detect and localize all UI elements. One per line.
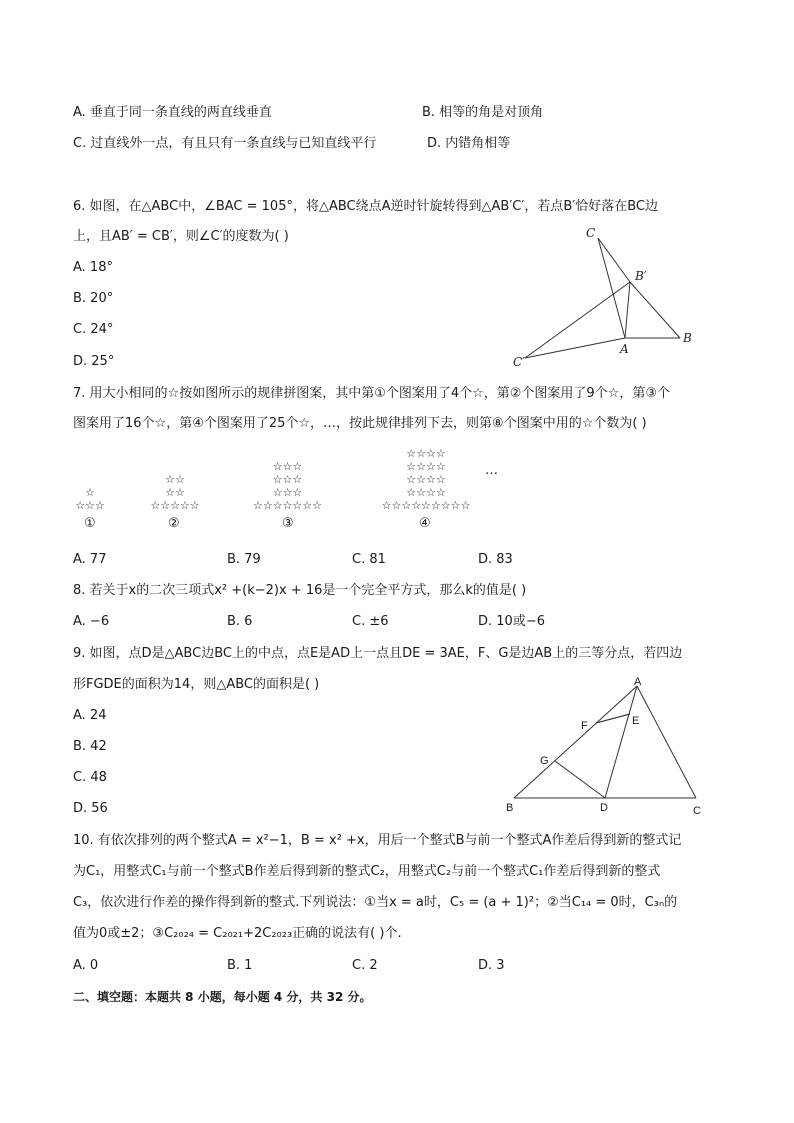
q6-option-d: D. 25°: [73, 354, 115, 369]
q10-option-c: C. 2: [352, 958, 378, 973]
q9-label-d: D: [600, 802, 608, 814]
q8-option-d: D. 10或−6: [478, 614, 545, 629]
q9-stem-line1: 9. 如图，点D是△ABC边BC上的中点，点E是AD上一点且DE = 3AE，F、G是边AB上的三等分点，若四边: [73, 646, 683, 661]
q9-label-c: C: [693, 805, 701, 817]
q6-triangle-figure: [505, 222, 705, 372]
q9-option-b: B. 42: [73, 739, 107, 754]
q8-option-c: C. ±6: [352, 614, 389, 629]
section-2-heading: 二、填空题：本题共 8 小题，每小题 4 分，共 32 分。: [73, 990, 372, 1004]
q6-option-a: A. 18°: [73, 260, 113, 275]
q9-option-a: A. 24: [73, 708, 107, 723]
q6-stem-line2: 上，且AB′ = CB′，则∠C′的度数为( ): [73, 229, 289, 244]
q7-option-b: B. 79: [227, 552, 261, 567]
q9-triangle-figure: [500, 676, 710, 821]
q10-option-b: B. 1: [227, 958, 253, 973]
star-pattern-3: ☆☆☆ ☆☆☆ ☆☆☆ ☆☆☆☆☆☆☆: [252, 460, 323, 512]
q9-option-c: C. 48: [73, 770, 107, 785]
q10-option-a: A. 0: [73, 958, 99, 973]
q5-option-c: C. 过直线外一点，有且只有一条直线与已知直线平行: [73, 136, 377, 151]
star-ellipsis: …: [485, 463, 498, 478]
q6-option-c: C. 24°: [73, 322, 114, 337]
q6-option-b: B. 20°: [73, 291, 114, 306]
q9-option-d: D. 56: [73, 801, 108, 816]
q10-option-d: D. 3: [478, 958, 505, 973]
star-pattern-1: ☆ ☆☆☆: [75, 486, 105, 512]
q10-stem-line4: 值为0或±2；③C₂₀₂₄ = C₂₀₂₁+2C₂₀₂₃正确的说法有( )个.: [73, 926, 402, 941]
q8-option-b: B. 6: [227, 614, 253, 629]
q5-option-a: A. 垂直于同一条直线的两直线垂直: [73, 105, 272, 120]
q7-stem-line2: 图案用了16个☆，第④个图案用了25个☆，…，按此规律排列下去，则第⑧个图案中用的☆个数为( ): [73, 416, 647, 431]
star-pattern-2: ☆☆ ☆☆ ☆☆☆☆☆: [150, 473, 200, 512]
q6-label-b-prime: B′: [635, 269, 647, 283]
q10-stem-line2: 为C₁，用整式C₁与前一个整式B作差后得到新的整式C₂，用整式C₂与前一个整式C₁作差后得到新的整式: [73, 864, 661, 879]
pattern-label-4: ④: [419, 516, 431, 531]
q9-stem-line2: 形FGDE的面积为14，则△ABC的面积是( ): [73, 677, 320, 692]
q8-stem: 8. 若关于x的二次三项式x² +(k−2)x + 16是一个完全平方式，那么k的值是( ): [73, 583, 527, 598]
q9-label-g: G: [540, 755, 549, 767]
q10-stem-line3: C₃，依次进行作差的操作得到新的整式.下列说法：①当x = a时，C₅ = (a + 1)²；②当C₁₄ = 0时，C₃ₙ的: [73, 895, 678, 910]
q8-option-a: A. −6: [73, 614, 110, 629]
q9-label-f: F: [581, 720, 588, 732]
q6-label-c: C: [586, 226, 596, 240]
q9-label-a: A: [634, 676, 642, 688]
q6-label-c-prime: C′: [513, 355, 525, 369]
q5-option-d: D. 内错角相等: [427, 136, 511, 151]
q6-label-a: A: [620, 342, 629, 356]
pattern-label-2: ②: [168, 516, 180, 531]
star-pattern-4: ☆☆☆☆ ☆☆☆☆ ☆☆☆☆ ☆☆☆☆ ☆☆☆☆☆☆☆☆☆: [381, 447, 471, 512]
pattern-label-1: ①: [84, 516, 96, 531]
q7-option-a: A. 77: [73, 552, 107, 567]
pattern-label-3: ③: [282, 516, 294, 531]
q5-option-b: B. 相等的角是对顶角: [422, 105, 544, 120]
q7-option-d: D. 83: [478, 552, 513, 567]
q9-label-e: E: [632, 715, 640, 727]
q9-label-b: B: [506, 802, 514, 814]
q6-stem-line1: 6. 如图，在△ABC中，∠BAC = 105°，将△ABC绕点A逆时针旋转得到△AB′C′，若点B′恰好落在BC边: [73, 199, 658, 214]
q6-label-b: B: [683, 331, 692, 345]
q7-stem-line1: 7. 用大小相同的☆按如图所示的规律拼图案，其中第①个图案用了4个☆，第②个图案用了9个☆，第③个: [73, 386, 671, 401]
q7-option-c: C. 81: [352, 552, 386, 567]
q10-stem-line1: 10. 有依次排列的两个整式A = x²−1，B = x² +x，用后一个整式B与前一个整式A作差后得到新的整式记: [73, 833, 682, 848]
